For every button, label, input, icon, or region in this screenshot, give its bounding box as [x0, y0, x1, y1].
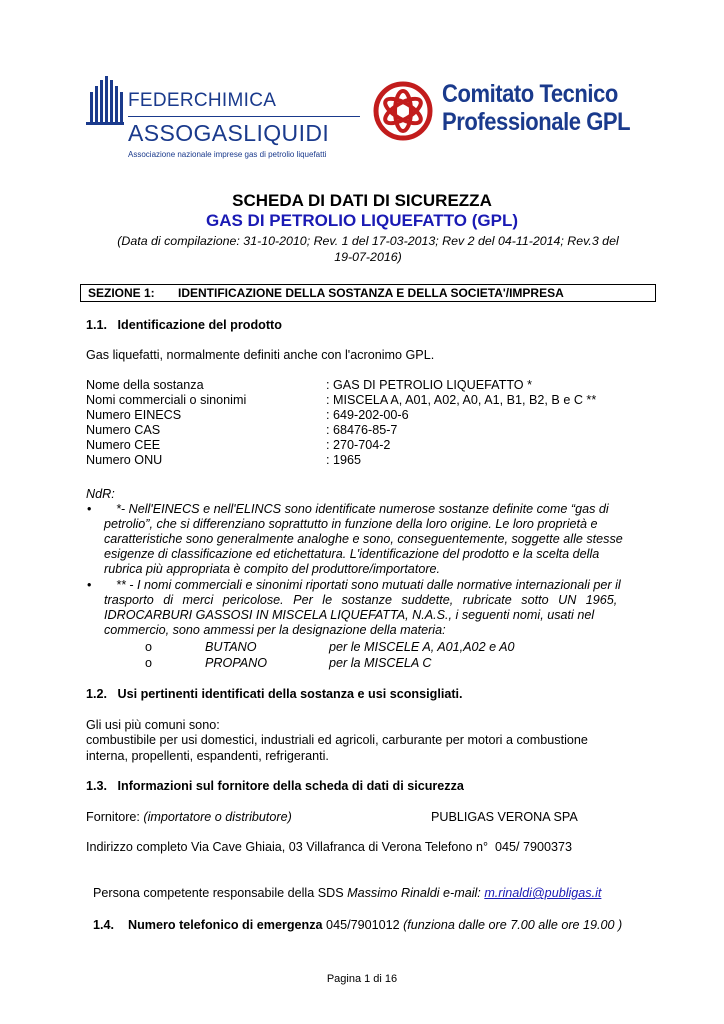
bullet1-line: rubrica più appropriata è compito del produttore/importatore.: [104, 562, 441, 576]
table-row: [86, 393, 656, 408]
s14-heading: 1.4. Numero telefonico di emergenza: [93, 918, 323, 932]
bullet2-line: trasporto di merci pericolose. Per le sostanze suddette, rubricate sotto UN 1965,: [104, 593, 618, 607]
supplier-address: Indirizzo completo Via Cave Ghiaia, 03 Villafranca di Verona Telefono n° 045/ 7900373: [86, 840, 573, 854]
bullet2-line: ** - I nomi commerciali e sinonimi riportati sono mutuati dalle normative internazionali per il: [116, 578, 621, 592]
bullet1-line: esigenze di classificazione ed etichettatura. L'identificazione del prodotto e la scelta della: [104, 547, 600, 561]
compilation-dates-line2: 19-07-2016): [334, 250, 402, 264]
responsible-person-line: [86, 871, 601, 901]
s12-line1: Gli usi più comuni sono:: [86, 718, 220, 732]
bullet1-line: *- Nell'EINECS e nell'ELINCS sono identificate numerose sostanze definite come “gas di: [116, 502, 609, 516]
row-label: Numero CEE: [86, 438, 161, 452]
emergency-phone: 045/7901012: [322, 918, 404, 932]
list-item-desc: per la MISCELA C: [329, 656, 432, 670]
supplier-line: [86, 810, 656, 825]
bullet-dot: •: [87, 502, 92, 516]
person-name: Massimo Rinaldi e-mail:: [347, 886, 485, 900]
row-label: Numero CAS: [86, 423, 161, 437]
bullet1-line: caratteristiche sono generalmente analoghe e sono, conseguentemente, soggette alle stesse: [104, 532, 623, 546]
list-item-name: BUTANO: [205, 640, 257, 654]
row-label: Nome della sostanza: [86, 378, 204, 392]
s12-heading: 1.2. Usi pertinenti identificati della sostanza e usi sconsigliati.: [86, 687, 463, 701]
federchimica-label: FEDERCHIMICA: [128, 90, 277, 111]
list-marker: o: [145, 640, 153, 654]
compilation-dates-line1: (Data di compilazione: 31-10-2010; Rev. 1 del 17-03-2013; Rev 2 del 04-11-2014; Rev.3 del: [117, 234, 619, 248]
supplier-name: PUBLIGAS VERONA SPA: [431, 810, 578, 824]
row-label: Numero ONU: [86, 453, 163, 467]
row-value: : 270-704-2: [326, 438, 391, 452]
sub-list: [145, 640, 645, 672]
row-value: : 649-202-00-6: [326, 408, 409, 422]
bullet2-line: commercio, sono ammessi per la designazione della materia:: [104, 623, 446, 637]
list-item-name: PROPANO: [205, 656, 268, 670]
person-label: Persona competente responsabile della SDS: [93, 886, 348, 900]
ndr-bullet2: [104, 578, 656, 638]
s11-heading: 1.1. Identificazione del prodotto: [86, 318, 282, 332]
s12-line3: interna, propellenti, espandenti, refrigeranti.: [86, 749, 329, 763]
ctp-line2: Professionale GPL: [442, 108, 631, 136]
logo-divider: [128, 116, 360, 117]
ndr-bullet1: [104, 502, 656, 577]
document-subtitle: GAS DI PETROLIO LIQUEFATTO (GPL): [206, 211, 518, 230]
table-row: [86, 438, 656, 453]
row-label: Numero EINECS: [86, 408, 182, 422]
supplier-label: Fornitore:: [86, 810, 144, 824]
s11-intro: Gas liquefatti, normalmente definiti anche con l'acronimo GPL.: [86, 348, 435, 362]
row-label: Nomi commerciali o sinonimi: [86, 393, 247, 407]
s12-line2: combustibile per usi domestici, industriali ed agricoli, carburante per motori a combustione: [86, 733, 588, 747]
bullet1-line: petrolio”, che si differenziano soprattutto in funzione della loro origine. Le loro proprietà e: [104, 517, 598, 531]
page-number: Pagina 1 di 16: [326, 973, 398, 985]
row-value: : 1965: [326, 453, 362, 467]
list-item: [145, 656, 645, 672]
federchimica-emblem-icon: [84, 74, 124, 126]
section1-header: [80, 284, 656, 302]
list-item: [145, 640, 645, 656]
emergency-line: [86, 903, 622, 933]
section1-label: SEZIONE 1:: [88, 286, 155, 300]
assogasliquidi-label: ASSOGASLIQUIDI: [128, 120, 330, 146]
row-value: : GAS DI PETROLIO LIQUEFATTO *: [326, 378, 532, 392]
section1-title: IDENTIFICAZIONE DELLA SOSTANZA E DELLA SOCIETA'/IMPRESA: [178, 286, 564, 300]
s13-heading: 1.3. Informazioni sul fornitore della scheda di dati di sicurezza: [86, 779, 464, 793]
emergency-hours: (funziona dalle ore 7.00 alle ore 19.00 ): [403, 918, 623, 932]
ctp-line1: Comitato Tecnico: [442, 80, 618, 108]
table-row: [86, 408, 656, 423]
list-item-desc: per le MISCELE A, A01,A02 e A0: [329, 640, 515, 654]
row-value: : 68476-85-7: [326, 423, 398, 437]
assogasliquidi-tagline: Associazione nazionale imprese gas di petrolio liquefatti: [128, 150, 327, 159]
table-row: [86, 378, 656, 393]
ctp-gpl-logo: [372, 76, 662, 156]
federchimica-logo: [84, 70, 364, 165]
supplier-note: (importatore o distributore): [143, 810, 292, 824]
bullet2-line: IDROCARBURI GASSOSI IN MISCELA LIQUEFATTA, N.A.S., i seguenti nomi, usati nel: [104, 608, 595, 622]
table-row: [86, 423, 656, 438]
bullet-dot: •: [87, 578, 92, 592]
email-link[interactable]: m.rinaldi@publigas.it: [484, 886, 602, 900]
row-value: : MISCELA A, A01, A02, A0, A1, B1, B2, B e C **: [326, 393, 597, 407]
ctp-gpl-flame-icon: [372, 76, 434, 146]
substance-table: [86, 378, 656, 468]
ndr-label: NdR:: [86, 487, 115, 501]
document-title: SCHEDA DI DATI DI SICUREZZA: [232, 191, 492, 210]
list-marker: o: [145, 656, 153, 670]
table-row: [86, 453, 656, 468]
